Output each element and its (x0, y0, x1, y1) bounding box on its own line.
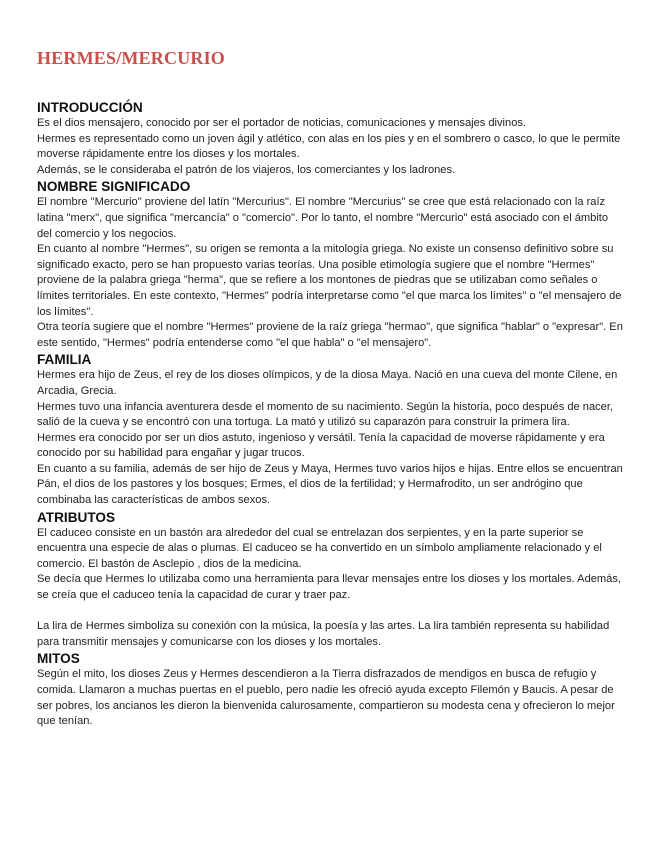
blank-line (37, 604, 625, 620)
paragraph: Se decía que Hermes lo utilizaba como una herramienta para llevar mensajes entre los dioses y los mortales. Además, se creía que el caduceo tenía la capacidad de curar y traer paz. (37, 573, 621, 602)
section-heading-mitos: MITOS (37, 651, 80, 667)
paragraph: En cuanto al nombre "Hermes", su origen se remonta a la mitología griega. No existe un consenso definitivo sobre su significado exacto, pero se han propuesto varias teorías. Una posible etimología sugiere que el nombre "Hermes" proviene de la palabra griega "herma", que se refiere a los montones de piedras que se utilizaban como señales o límites territoriales. En este contexto, "Hermes" podría interpretarse como "el que marca los límites" o "el mensajero de los límites". (37, 243, 622, 318)
paragraph: Hermes es representado como un joven ágil y atlético, con alas en los pies y en el sombrero o casco, lo que le permite moverse rápidamente entre los dioses y los mortales. (37, 132, 621, 161)
paragraph: El nombre "Mercurio" proviene del latín "Mercurius". El nombre "Mercurius" se cree que está relacionado con la raíz latina "merx", que significa "mercancía" o "comercio". Por lo tanto, el nombre "Mercurio" está asociado con el ámbito del comercio y los negocios. (37, 196, 609, 240)
paragraph: Hermes tuvo una infancia aventurera desde el momento de su nacimiento. Según la historia, poco después de nacer, salió de la cueva y se encontró con una tortuga. La mató y utilizó su caparazón para construir la primera lira. (37, 400, 613, 429)
document-title: HERMES/MERCURIO (37, 48, 226, 68)
section-heading-nombre-significado: NOMBRE SIGNIFICADO (37, 179, 191, 195)
section-heading-atributos: ATRIBUTOS (37, 509, 116, 525)
paragraph: La lira de Hermes simboliza su conexión con la música, la poesía y las artes. La lira también representa su habilidad para transmitir mensajes y comunicarse con los dioses y los mortales. (37, 620, 610, 648)
paragraph: Otra teoría sugiere que el nombre "Hermes" proviene de la raíz griega "hermao", que significa "hablar" o "expresar". En este sentido, "Hermes" podría entenderse como "el que habla" o "el mensajero". (37, 321, 623, 349)
paragraph: Además, se le consideraba el patrón de los viajeros, los comerciantes y los ladrones. (37, 163, 456, 176)
section-heading-introduccion: INTRODUCCIÓN (37, 100, 143, 115)
section-heading-familia: FAMILIA (37, 352, 92, 368)
paragraph: Según el mito, los dioses Zeus y Hermes descendieron a la Tierra disfrazados de mendigos en busca de refugio y comida. Llamaron a muchas puertas en el pueblo, pero nadie les ofreció ayuda excepto Filemón y Baucis. A pesar de ser pobres, los ancianos les dieron la bienvenida calurosamente, compartieron su modesta cena y ofrecieron lo mejor que tenían. (37, 668, 615, 728)
paragraph: En cuanto a su familia, además de ser hijo de Zeus y Maya, Hermes tuvo varios hijos e hijas. Entre ellos se encuentran Pán, el dios de los pastores y los bosques; Ermes, el dios de la fertilidad; y Hermafrodito, un ser andrógino que combinaba las características de ambos sexos. (37, 462, 623, 507)
paragraph: Hermes era hijo de Zeus, el rey de los dioses olímpicos, y de la diosa Maya. Nació en una cueva del monte Cilene, en Arcadia, Grecia. (37, 369, 618, 397)
paragraph: Es el dios mensajero, conocido por ser el portador de noticias, comunicaciones y mensajes divinos. (37, 117, 526, 129)
paragraph: Hermes era conocido por ser un dios astuto, ingenioso y versátil. Tenía la capacidad de moverse rápidamente y era conocido por su habilidad para engañar y jugar trucos. (37, 431, 605, 460)
paragraph: El caduceo consiste en un bastón ara alrededor del cual se entrelazan dos serpientes, y en la parte superior se encuentra una especie de alas o plumas. El caduceo se ha convertido en un símbolo ampliamente relacionado y el comercio. El bastón de Asclepio , dios de la medicina. (37, 526, 602, 570)
